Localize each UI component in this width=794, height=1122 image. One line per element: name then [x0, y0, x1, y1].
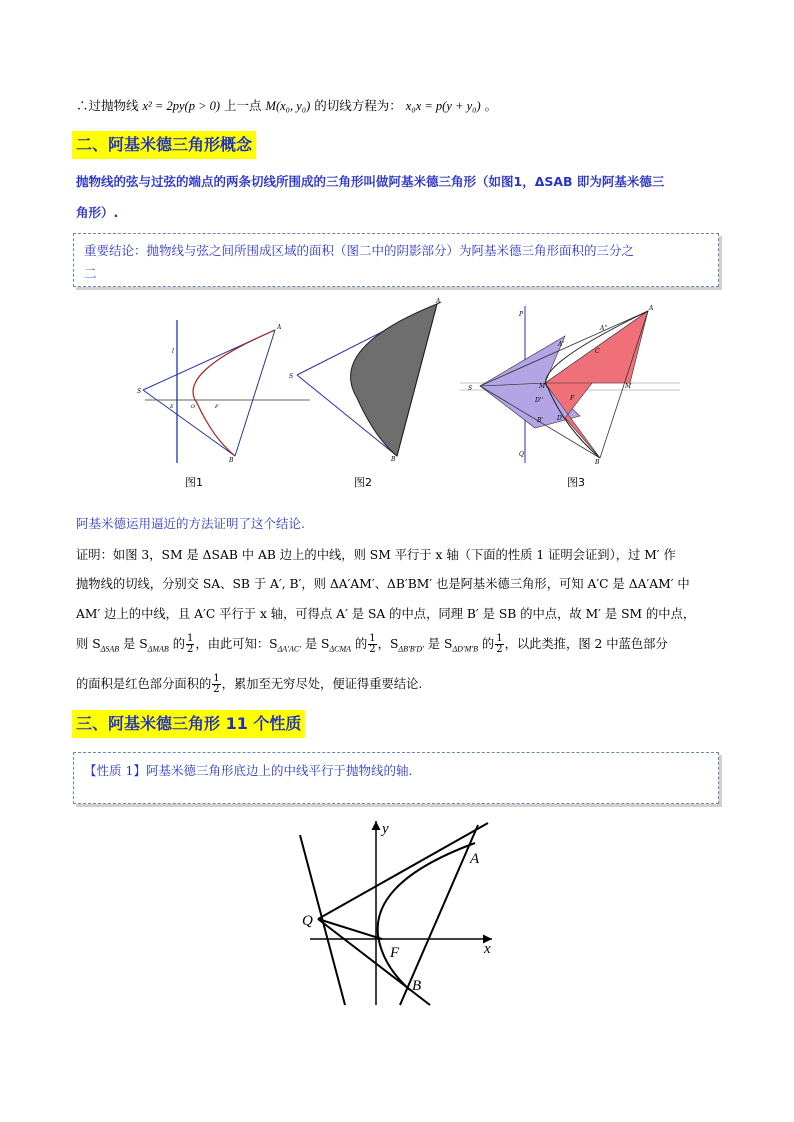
fig1-label-s: S [137, 388, 142, 395]
proof-intro: 阿基米德运用逼近的方法证明了这个结论. [76, 516, 305, 531]
definition-line-1: 抛物线的弦与过弦的端点的两条切线所围成的三角形叫做阿基米德三角形（如图1，ΔSAB 即为阿基米德三 [76, 174, 665, 189]
fig3-label-b: B [595, 459, 600, 466]
fig2-label-a: A [436, 298, 441, 305]
section-3-heading: 三、阿基米德三角形 11 个性质 [72, 710, 305, 738]
fig3-label-m: M [625, 383, 632, 390]
figure-1-caption: 图1 [185, 476, 203, 489]
fig3-label-mp: M' [539, 383, 547, 390]
p4-sub-mab: ΔMAB [147, 644, 169, 654]
text-mid: 上一点 [224, 98, 262, 113]
frac-den: 2 [369, 644, 376, 655]
fraction-half-1 [186, 634, 194, 655]
p4-c: 是 S [119, 637, 148, 651]
property-1-figure [290, 815, 510, 1007]
p5-a: 的面积是红色部分面积的 [76, 677, 212, 691]
text-mid2: 的切线方程为： [314, 98, 402, 113]
figure-1 [137, 320, 310, 464]
p4-h: 是 S [300, 637, 330, 651]
frac-num: 1 [213, 673, 220, 684]
frac-num: 1 [187, 633, 194, 644]
figure-2-caption: 图2 [354, 476, 372, 489]
text-end: 。 [484, 98, 498, 113]
p4-e: 的 [168, 637, 186, 651]
fig4-label-a: A [470, 851, 480, 867]
p5-b: ，累加至无穷尽处，便证得重要结论. [221, 677, 423, 691]
tangent-line-statement [76, 96, 497, 114]
fig3-label-bp: B' [537, 417, 544, 424]
parabola-equation: x² = 2py(p > 0) [142, 99, 221, 113]
fig1-label-a: A [277, 324, 282, 331]
fig1-label-f: F [215, 404, 219, 410]
important-line-1: 重要结论：抛物线与弦之间所围成区域的面积（图二中的阴影部分）为阿基米德三角形面积的三分之 [84, 243, 635, 258]
property-1-box [73, 752, 719, 804]
p4-sub-cma: ΔCMA [329, 644, 352, 654]
fig4-label-q: Q [302, 913, 313, 929]
fig3-label-q: Q [519, 451, 524, 458]
definition-line-2: 角形）. [76, 205, 119, 220]
tangent-equation: x₀x = p(y + y₀) [405, 99, 481, 113]
proof-line-5 [76, 674, 422, 695]
fraction-half-3 [495, 634, 503, 655]
fig3-label-p: P [519, 311, 524, 318]
fig4-label-f: F [390, 945, 400, 961]
fig1-label-l: l [172, 348, 174, 355]
fig3-label-app: A'' [600, 325, 608, 332]
important-line-2: 二 [84, 266, 97, 281]
p4-p: ，以此类推，图 2 中蓝色部分 [504, 637, 668, 651]
fig2-label-b: B [391, 456, 396, 463]
text-prefix: ∴过抛物线 [76, 98, 139, 113]
p4-sub-dmb: ΔD′M′B [452, 644, 478, 654]
fig4-label-x: x [484, 941, 491, 957]
property-1-content: 阿基米德三角形底边上的中线平行于抛物线的轴. [145, 763, 413, 778]
fig3-label-ap: A' [558, 341, 564, 348]
fig4-label-b: B [412, 978, 422, 994]
section-2-heading: 二、阿基米德三角形概念 [72, 131, 256, 159]
fig4-label-y: y [382, 821, 389, 837]
p4-f: ，由此可知：S [195, 637, 278, 651]
fig3-label-dp: D' [557, 415, 564, 422]
frac-den: 2 [213, 684, 220, 695]
frac-num: 1 [369, 633, 376, 644]
proof-line-2: 抛物线的切线，分别交 SA、SB 于 A′, B′，则 ΔA′AM′、ΔB′BM′ 也是阿基米德三角形，可知 A′C 是 ΔA′AM′ 中 [76, 577, 690, 591]
property-1-label: 【性质 1】 [84, 763, 146, 778]
figure-3 [460, 305, 680, 466]
fig3-label-a: A [649, 305, 654, 312]
property-1-text [84, 761, 412, 779]
frac-num: 1 [496, 633, 503, 644]
figure-2 [289, 298, 441, 463]
figures-1-3 [125, 298, 685, 470]
fig2-label-s: S [289, 373, 294, 380]
fig3-label-dpp: D'' [535, 397, 544, 404]
p4-sub-bbd: ΔB′B′D′ [398, 644, 424, 654]
proof-line-4 [76, 634, 668, 655]
proof-line-3: AM′ 边上的中线，且 A′C 平行于 x 轴，可得点 A′ 是 SA 的中点，同理 B′ 是 SB 的中点，故 M′ 是 SM 的中点， [76, 607, 696, 621]
p4-o: 的 [477, 637, 495, 651]
fraction-half-2 [368, 634, 376, 655]
fig1-label-e: E [170, 404, 174, 410]
fig3-label-s: S [468, 385, 473, 392]
p4-j: 的 [351, 637, 368, 651]
p4-sub-aac: ΔA′AC′ [277, 644, 301, 654]
p4-k: ，S [377, 637, 399, 651]
p4-m: 是 S [423, 637, 453, 651]
important-conclusion-box [73, 233, 719, 287]
frac-den: 2 [187, 644, 194, 655]
figure-3-caption: 图3 [567, 476, 585, 489]
p4-a: 则 S [76, 637, 101, 651]
fig3-label-f: F [570, 395, 575, 402]
fig1-label-o: O [191, 404, 196, 410]
point-m: M(x₀, y₀) [265, 99, 311, 113]
fig3-label-c: C [595, 348, 600, 355]
fig1-label-b: B [229, 457, 234, 464]
proof-line-1: 证明：如图 3，SM 是 ΔSAB 中 AB 边上的中线，则 SM 平行于 x 轴（下面的性质 1 证明会证到），过 M′ 作 [76, 548, 676, 562]
p4-sub-sab: ΔSAB [100, 644, 120, 654]
frac-den: 2 [496, 644, 503, 655]
fraction-half-4 [212, 674, 220, 695]
